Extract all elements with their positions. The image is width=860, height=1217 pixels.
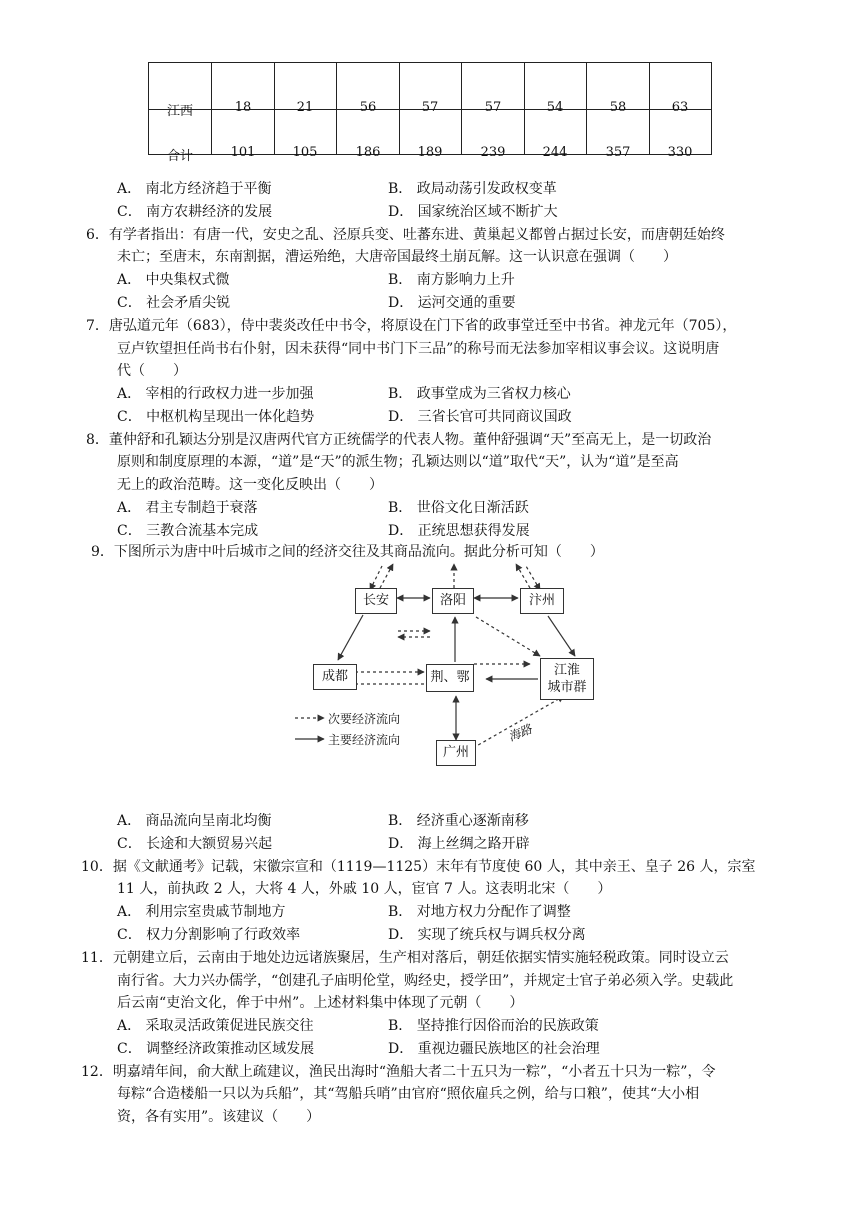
table-row-label: 合计	[166, 149, 193, 164]
table-cell: 63	[671, 100, 689, 115]
q5-option-b[interactable]: B． 政局动荡引发政权变革	[388, 181, 557, 197]
q6-stem-line1: 6．有学者指出：有唐一代，安史之乱、泾原兵变、吐蕃东进、黄巢起义都曾占据过长安，而唐朝廷始终	[86, 227, 725, 243]
node-jianghuai	[540, 658, 594, 700]
q6-option-d[interactable]: D． 运河交通的重要	[388, 295, 516, 311]
table-cell: 57	[484, 100, 502, 115]
table-cell: 57	[421, 100, 439, 115]
q6-option-a[interactable]: A． 中央集权式微	[117, 272, 230, 288]
q7-stem-line3: 代（ ）	[117, 363, 187, 379]
q10-option-c[interactable]: C． 权力分割影响了行政效率	[117, 927, 301, 943]
table-cell: 56	[359, 100, 377, 115]
q8-stem-line1: 8．董仲舒和孔颖达分别是汉唐两代官方正统儒学的代表人物。董仲舒强调“天”至高无上，是一切政治	[86, 432, 712, 448]
q9-option-a[interactable]: A． 商品流向呈南北均衡	[117, 813, 272, 829]
q10-stem-line1: 10．据《文献通考》记载，宋徽宗宣和（1119—1125）末年有节度使 60 人，其中亲王、皇子 26 人，宗室	[81, 859, 756, 875]
q5-option-c[interactable]: C． 南方农耕经济的发展	[117, 204, 273, 220]
q12-stem-line3: 资，各有实用”。该建议（ ）	[117, 1109, 321, 1125]
q7-option-d[interactable]: D． 三省长官可共同商议国政	[388, 409, 572, 425]
q6-option-b[interactable]: B． 南方影响力上升	[388, 272, 515, 288]
table-cell: 357	[605, 145, 631, 160]
q6-option-c[interactable]: C． 社会矛盾尖锐	[117, 295, 231, 311]
node-bianzhou: 汴州	[520, 588, 564, 614]
q10-option-b[interactable]: B． 对地方权力分配作了调整	[388, 904, 571, 920]
q9-option-d[interactable]: D． 海上丝绸之路开辟	[388, 836, 530, 852]
q7-stem-line1: 7．唐弘道元年（683），侍中裴炎改任中书令，将原设在门下省的政事堂迁至中书省。神龙元年（705），	[86, 318, 737, 334]
table-cell: 54	[546, 100, 564, 115]
legend-secondary-label: 次要经济流向	[328, 712, 401, 726]
q12-stem-line1: 12．明嘉靖年间，俞大猷上疏建议，渔民出海时“渔船大者二十五只为一粽”，“小者五十只为一粽”，令	[81, 1064, 716, 1080]
table-cell: 244	[542, 145, 568, 160]
q11-option-c[interactable]: C． 调整经济政策推动区域发展	[117, 1041, 315, 1057]
table-row-label: 江西	[166, 104, 193, 119]
node-changan: 长安	[355, 588, 397, 614]
table-cell: 21	[296, 100, 314, 115]
q12-stem-line2: 每粽“合造楼船一只以为兵船”，其“驾船兵哨”由官府“照依雇兵之例，给与口粮”，使其“大小相	[117, 1086, 700, 1102]
q9-stem-line1: 9．下图所示为唐中叶后城市之间的经济交往及其商品流向。据此分析可知（ ）	[91, 544, 604, 560]
q7-option-a[interactable]: A． 宰相的行政权力进一步加强	[117, 386, 314, 402]
q7-stem-line2: 豆卢钦望担任尚书右仆射，因未获得“同中书门下三品”的称号而无法参加宰相议事会议。这说明唐	[117, 341, 720, 357]
table-cell: 58	[609, 100, 627, 115]
q10-stem-line2: 11 人，前执政 2 人，大将 4 人，外戚 10 人，宦官 7 人。这表明北宋（ ）	[117, 881, 612, 897]
q11-stem-line2: 南行省。大力兴办儒学，“创建孔子庙明伦堂，购经史，授学田”，并规定士官子弟必须入学。史载此	[117, 973, 734, 989]
table-cell: 189	[417, 145, 443, 160]
q11-option-a[interactable]: A． 采取灵活政策促进民族交往	[117, 1018, 314, 1034]
node-jianghuai-line2: 城市群	[547, 680, 587, 695]
q8-option-b[interactable]: B． 世俗文化日渐活跃	[388, 500, 529, 516]
q5-option-a[interactable]: A． 南北方经济趋于平衡	[117, 181, 272, 197]
table-cell: 239	[480, 145, 506, 160]
node-jinge: 荆、鄂	[426, 664, 474, 692]
q9-option-b[interactable]: B． 经济重心逐渐南移	[388, 813, 529, 829]
q10-option-d[interactable]: D． 实现了统兵权与调兵权分离	[388, 927, 586, 943]
q11-option-d[interactable]: D． 重视边疆民族地区的社会治理	[388, 1041, 600, 1057]
table-cell: 186	[355, 145, 381, 160]
q11-stem-line3: 后云南“吏治文化，侔于中州”。上述材料集中体现了元朝（ ）	[117, 995, 524, 1011]
q8-option-a[interactable]: A． 君主专制趋于衰落	[117, 500, 258, 516]
node-luoyang: 洛阳	[432, 588, 474, 614]
node-chengdu: 成都	[313, 664, 357, 690]
q11-option-b[interactable]: B． 坚持推行因俗而治的民族政策	[388, 1018, 599, 1034]
data-table	[148, 62, 712, 164]
q8-option-d[interactable]: D． 正统思想获得发展	[388, 523, 530, 539]
node-guangzhou: 广州	[436, 740, 476, 766]
trade-flow-diagram	[290, 560, 615, 772]
table-cell: 105	[292, 145, 318, 160]
table-cell: 18	[234, 100, 252, 115]
q6-stem-line2: 未亡；至唐末，东南割据，漕运殆绝，大唐帝国最终土崩瓦解。这一认识意在强调（ ）	[117, 249, 677, 265]
q5-option-d[interactable]: D． 国家统治区域不断扩大	[388, 204, 558, 220]
sea-route-label: 海路	[506, 721, 534, 744]
legend-primary-label: 主要经济流向	[328, 733, 401, 747]
q8-stem-line2: 原则和制度原理的本源，“道”是“天”的派生物；孔颖达则以“道”取代“天”，认为“道”是至高	[117, 454, 679, 470]
node-jianghuai-line1: 江淮	[553, 663, 580, 678]
q9-option-c[interactable]: C． 长途和大额贸易兴起	[117, 836, 273, 852]
q10-option-a[interactable]: A． 利用宗室贵戚节制地方	[117, 904, 286, 920]
table-cell: 101	[230, 145, 256, 160]
q8-stem-line3: 无上的政治范畴。这一变化反映出（ ）	[117, 477, 383, 493]
q8-option-c[interactable]: C． 三教合流基本完成	[117, 523, 259, 539]
table-cell: 330	[667, 145, 693, 160]
q7-option-b[interactable]: B． 政事堂成为三省权力核心	[388, 386, 571, 402]
q11-stem-line1: 11．元朝建立后，云南由于地处边远诸族聚居，生产相对落后，朝廷依据实情实施轻税政策。同时设立云	[81, 950, 729, 966]
q7-option-c[interactable]: C． 中枢机构呈现出一体化趋势	[117, 409, 315, 425]
